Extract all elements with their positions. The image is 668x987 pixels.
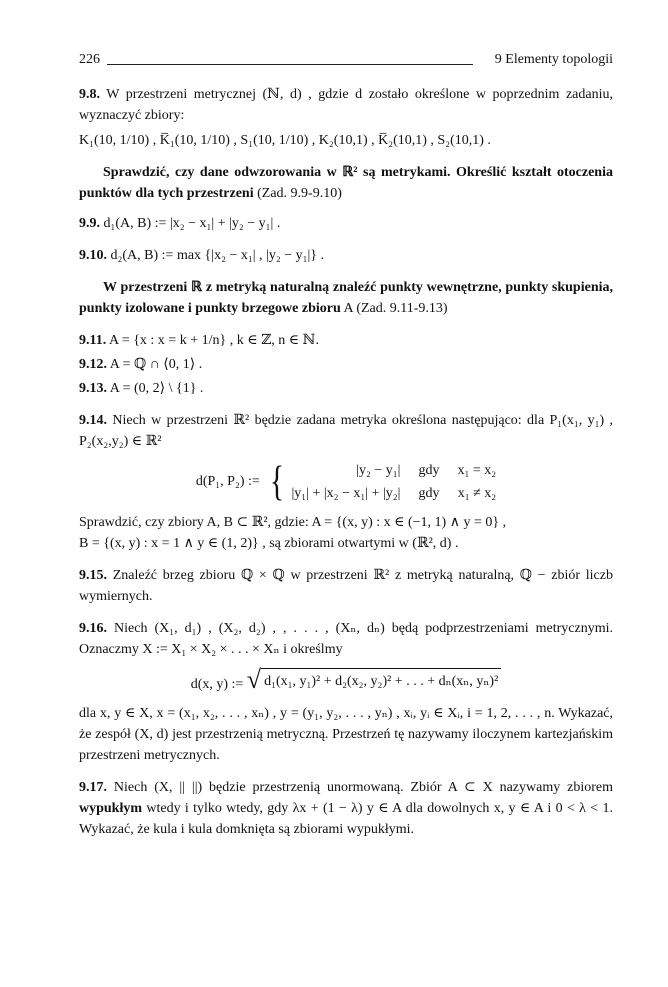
left-brace: { (270, 459, 285, 505)
page-number: 226 (79, 52, 100, 67)
section-intro-points (79, 277, 613, 319)
term-bold: wypukłym (79, 801, 143, 816)
exercise-number: 9.16. (79, 621, 107, 636)
exercise-number: 9.9. (79, 216, 100, 231)
formula-lhs: d(P₁, P₂) := (195, 474, 260, 490)
case-2-condition: x₁ ≠ x₂ (457, 486, 497, 501)
exercise-9-14-cont-1: Sprawdzić, czy zbiory A, B ⊂ ℝ², gdzie: A = {(x, y) : x ∈ (−1, 1) ∧ y = 0} , (79, 515, 507, 530)
sqrt-sign-icon: √ (246, 665, 262, 694)
exercise-9-17 (79, 777, 613, 840)
intro-bold: Sprawdzić, czy dane odwzorowania w ℝ² są metrykami. Określić kształt otoczenia punktów dla tych przestrzeni (79, 165, 613, 201)
exercise-number: 9.11. (79, 333, 107, 348)
exercise-text-2: wtedy i tylko wtedy, gdy λx + (1 − λ) y ∈ A dla dowolnych x, y ∈ A i 0 < λ < 1. Wykazać, że kula i kula domknięta są zbiorami wypukłymi. (79, 801, 613, 837)
case-2-word: gdy (418, 486, 440, 501)
cases-grid (291, 460, 496, 504)
formula-lhs: d(x, y) := (190, 677, 244, 692)
exercise-number: 9.15. (79, 568, 107, 583)
exercise-9-15 (79, 565, 613, 607)
case-2-value: |y₁| + |x₂ − x₁| + |y₂| (291, 486, 401, 501)
exercise-9-13 (79, 378, 613, 399)
exercise-text: Niech (X, || ||) będzie przestrzenią unormowaną. Zbiór A ⊂ X nazywamy zbiorem (107, 780, 613, 795)
exercise-text: A = {x : x = k + 1/n} , k ∈ ℤ, n ∈ ℕ. (106, 333, 319, 348)
intro-rest: A (Zad. 9.11-9.13) (340, 301, 448, 316)
exercise-9-9 (79, 213, 613, 234)
radicand: d₁(x₁, y₁)² + d₂(x₂, y₂)² + . . . + dₙ(xₙ, yₙ)² (261, 668, 501, 692)
chapter-title: 9 Elementy topologii (494, 52, 613, 67)
exercise-text: Niech w przestrzeni ℝ² będzie zadana metryka określona następująco: dla P₁(x₁, y₁) , P₂(x₂,y₂) ∈ ℝ² (79, 413, 613, 449)
case-1-condition: x₁ = x₂ (457, 463, 497, 478)
page-content (79, 84, 613, 840)
exercise-9-14 (79, 410, 613, 452)
exercise-9-12 (79, 354, 613, 375)
exercise-text: d₁(A, B) := |x₂ − x₁| + |y₂ − y₁| . (100, 216, 281, 231)
case-1-value: |y₂ − y₁| (356, 463, 401, 478)
exercise-number: 9.8. (79, 87, 100, 102)
case-1-word: gdy (418, 463, 440, 478)
exercise-9-10 (79, 245, 613, 266)
exercise-number: 9.13. (79, 381, 107, 396)
exercise-text: d₂(A, B) := max {|x₂ − x₁| , |y₂ − y₁|} . (107, 248, 325, 263)
exercise-number: 9.10. (79, 248, 107, 263)
exercise-9-8-sets: K₁(10, 1/10) , K̅₁(10, 1/10) , S₁(10, 1/10) , K₂(10,1) , K̅₂(10,1) , S₂(10,1) . (79, 133, 491, 148)
exercise-text: Znaleźć brzeg zbioru ℚ × ℚ w przestrzeni ℝ² z metryką naturalną, ℚ − zbiór liczb wymiernych. (79, 568, 613, 604)
exercise-9-11 (79, 330, 613, 351)
metric-cases-formula (79, 460, 613, 504)
intro-rest: (Zad. 9.9-9.10) (253, 186, 342, 201)
section-intro-metrics (79, 162, 613, 204)
exercise-number: 9.17. (79, 780, 107, 795)
cases-block (263, 460, 496, 504)
exercise-9-8 (79, 84, 613, 126)
exercise-9-14-cont-2: B = {(x, y) : x = 1 ∧ y ∈ (1, 2)} , są zbiorami otwartymi w (ℝ², d) . (79, 536, 459, 551)
square-root (246, 665, 502, 694)
exercise-text: A = ℚ ∩ ⟨0, 1⟩ . (107, 357, 203, 372)
exercise-number: 9.14. (79, 413, 107, 428)
exercise-9-16 (79, 618, 613, 660)
page-header (79, 50, 613, 72)
exercise-text: A = (0, 2⟩ \ {1} . (107, 381, 204, 396)
exercise-9-16-cont: dla x, y ∈ X, x = (x₁, x₂, . . . , xₙ) , y = (y₁, y₂, . . . , yₙ) , xᵢ, yᵢ ∈ Xᵢ, i = 1, 2, . . . , n. Wykazać, że zespół (X, d) jest przestrzenią metryczną. Przestrzeń tę nazywamy iloczynem kartezjańskim przestrzeni metrycznych. (79, 706, 613, 763)
exercise-text: W przestrzeni metrycznej (ℕ, d) , gdzie d zostało określone w poprzednim zadaniu, wyznaczyć zbiory: (79, 87, 613, 123)
exercise-text: Niech (X₁, d₁) , (X₂, d₂) , , . . . , (Xₙ, dₙ) będą podprzestrzeniami metrycznymi. Oznaczmy X := X₁ × X₂ × . . . × Xₙ i określmy (79, 621, 613, 657)
exercise-number: 9.12. (79, 357, 107, 372)
intro-bold: W przestrzeni ℝ z metryką naturalną znaleźć punkty wewnętrzne, punkty skupienia, punkty izolowane i punkty brzegowe zbioru (79, 280, 613, 316)
header-rule (107, 64, 473, 65)
product-metric-formula (79, 665, 613, 695)
